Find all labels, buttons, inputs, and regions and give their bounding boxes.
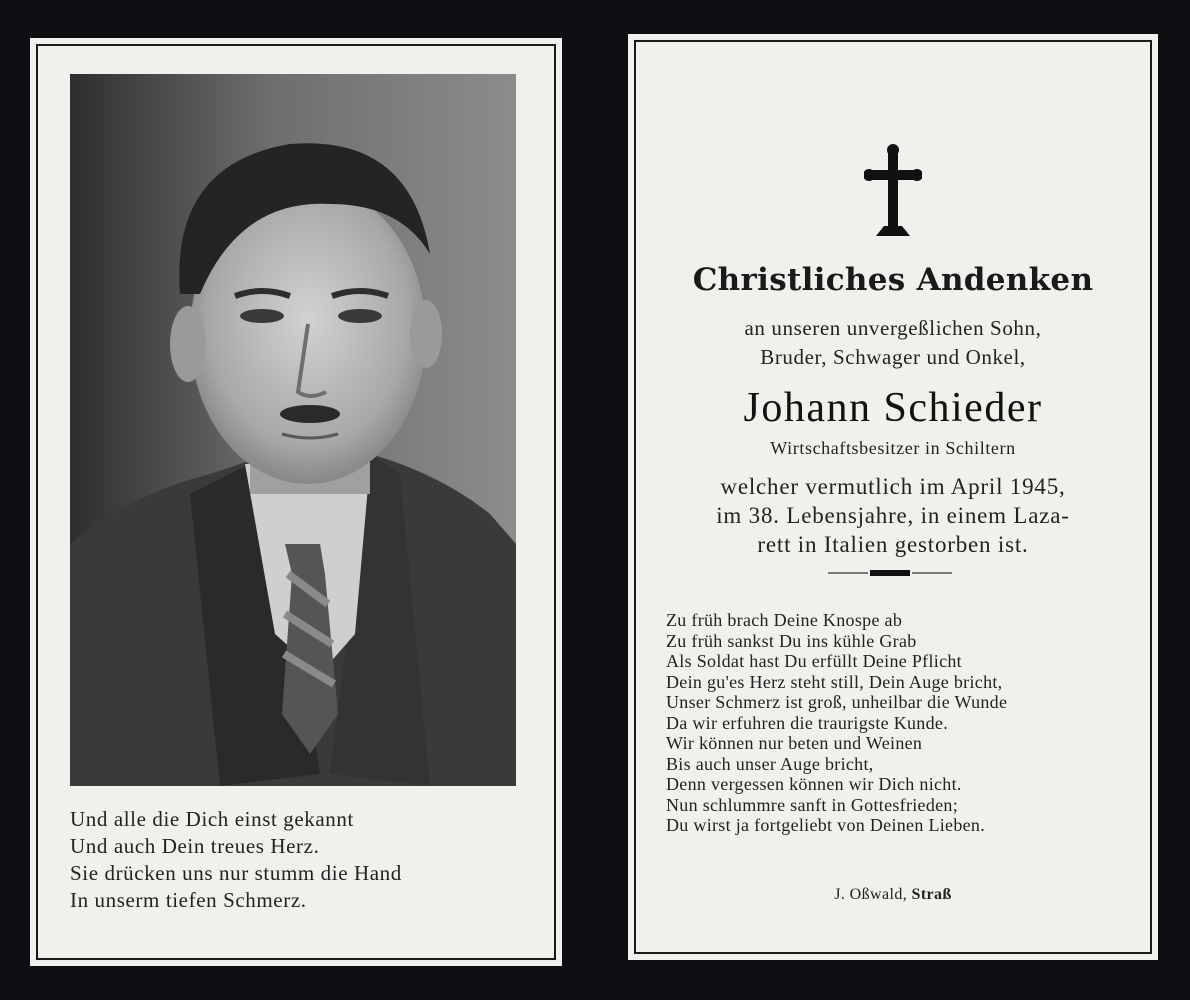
deceased-name: Johann Schieder — [743, 385, 1043, 431]
printer-name: J. Oßwald, — [834, 886, 908, 903]
poem-line: Zu früh sankst Du ins kühle Grab — [666, 630, 917, 651]
memorial-poem — [666, 610, 1136, 836]
portrait-photo — [70, 74, 516, 786]
verse-line: Und auch Dein treues Herz. — [70, 834, 320, 858]
poem-line: Denn vergessen können wir Dich nicht. — [666, 774, 962, 794]
poem-line: Nun schlummre sanft in Gottesfrieden; — [666, 794, 959, 815]
poem-line: Da wir erfuhren die traurigste Kunde. — [666, 712, 948, 733]
ornament-divider — [828, 568, 952, 578]
printer-place: Straß — [911, 886, 952, 903]
card-title: Christliches Andenken — [692, 262, 1094, 298]
poem-line: Dein gu'es Herz steht still, Dein Auge bricht, — [666, 671, 1003, 692]
poem-line: Zu früh brach Deine Knospe ab — [666, 610, 903, 630]
deceased-occupation: Wirtschaftsbesitzer in Schiltern — [770, 438, 1016, 458]
memorial-card-photo-side — [30, 38, 562, 966]
poem-line: Als Soldat hast Du erfüllt Deine Pflicht — [666, 651, 962, 671]
verse-line: Sie drücken uns nur stumm die Hand — [70, 861, 402, 885]
intro-line: Bruder, Schwager und Onkel, — [760, 345, 1026, 369]
death-line: rett in Italien gestorben ist. — [757, 532, 1029, 557]
intro-line: an unseren unvergeßlichen Sohn, — [744, 316, 1042, 340]
verse-line: In unserm tiefen Schmerz. — [70, 888, 307, 912]
farewell-verse — [70, 806, 540, 914]
verse-line: Und alle die Dich einst gekannt — [70, 807, 354, 831]
poem-line: Du wirst ja fortgeliebt von Deinen Lieben. — [666, 815, 986, 835]
death-line: im 38. Lebensjahre, in einem Laza- — [716, 503, 1070, 528]
poem-line: Wir können nur beten und Weinen — [666, 733, 923, 753]
memorial-card-text-side — [628, 34, 1158, 960]
printer-credit — [628, 886, 1158, 904]
death-notice — [628, 472, 1158, 559]
death-line: welcher vermutlich im April 1945, — [720, 474, 1066, 499]
poem-line: Unser Schmerz ist groß, unheilbar die Wunde — [666, 692, 1008, 712]
cross-icon — [864, 144, 922, 240]
poem-line: Bis auch unser Auge bricht, — [666, 753, 874, 774]
dedication-intro — [628, 314, 1158, 372]
portrait-photo-image — [70, 74, 516, 786]
